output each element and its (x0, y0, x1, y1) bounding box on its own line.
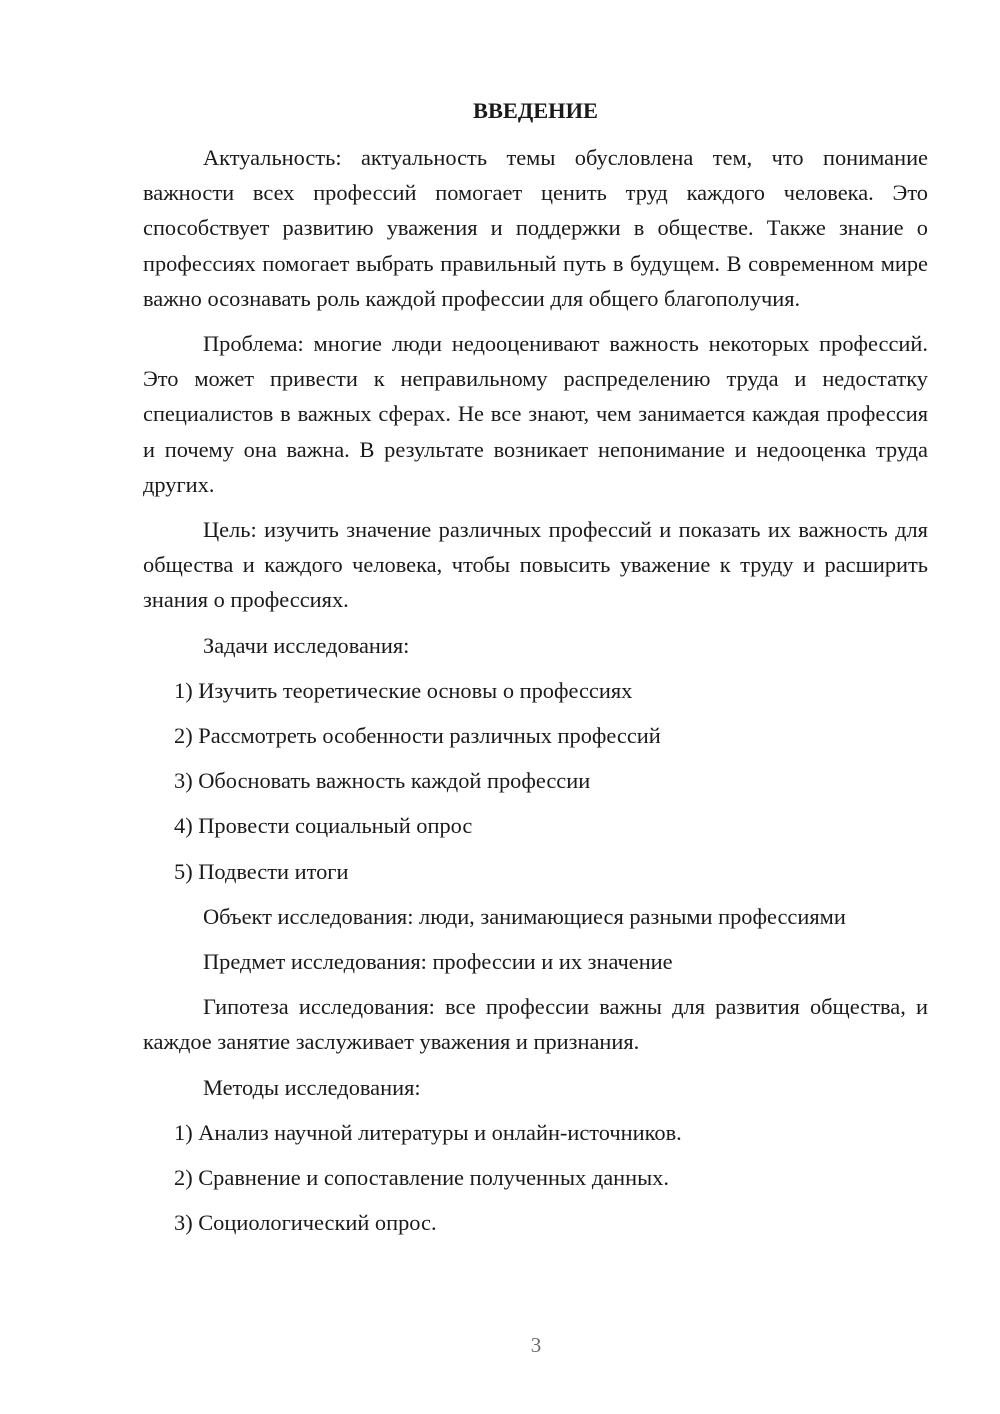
research-subject: Предмет исследования: профессии и их значение (203, 949, 673, 975)
method-item-3: 3) Социологический опрос. (174, 1210, 437, 1236)
hypothesis-paragraph: Гипотеза исследования: все профессии важны для развития общества, и каждое занятие заслуживает уважения и признания. (143, 994, 928, 1055)
problem-paragraph: Проблема: многие люди недооценивают важность некоторых профессий. Это может привести к неправильному распределению труда и недостатку специалистов в важных сферах. Не все знают, чем занимается каждая профессия и почему она важна. В результате возникает непонимание и недооценка труда других. (143, 331, 928, 497)
task-item-4: 4) Провести социальный опрос (174, 813, 473, 839)
page-number: 3 (530, 1333, 542, 1357)
tasks-title: Задачи исследования: (203, 632, 410, 658)
section-heading: ВВЕДЕНИЕ (473, 98, 598, 123)
task-item-3: 3) Обосновать важность каждой профессии (174, 768, 591, 794)
task-item-1: 1) Изучить теоретические основы о профессиях (174, 677, 633, 703)
method-item-1: 1) Анализ научной литературы и онлайн-источников. (174, 1119, 682, 1145)
relevance-paragraph: Актуальность: актуальность темы обусловлена тем, что понимание важности всех профессий помогает ценить труд каждого человека. Это способствует развитию уважения и поддержки в обществе. Также знание о профессиях помогает выбрать правильный путь в будущем. В современном мире важно осознавать роль каждой профессии для общего благополучия. (143, 145, 928, 311)
task-item-2: 2) Рассмотреть особенности различных профессий (174, 723, 661, 749)
document-page (143, 96, 928, 1250)
methods-title: Методы исследования: (203, 1074, 421, 1100)
goal-paragraph: Цель: изучить значение различных профессий и показать их важность для общества и каждого человека, чтобы повысить уважение к труду и расширить знания о профессиях. (143, 517, 928, 613)
task-item-5: 5) Подвести итоги (174, 858, 349, 884)
method-item-2: 2) Сравнение и сопоставление полученных данных. (174, 1165, 669, 1191)
research-object: Объект исследования: люди, занимающиеся разными профессиями (203, 903, 846, 929)
